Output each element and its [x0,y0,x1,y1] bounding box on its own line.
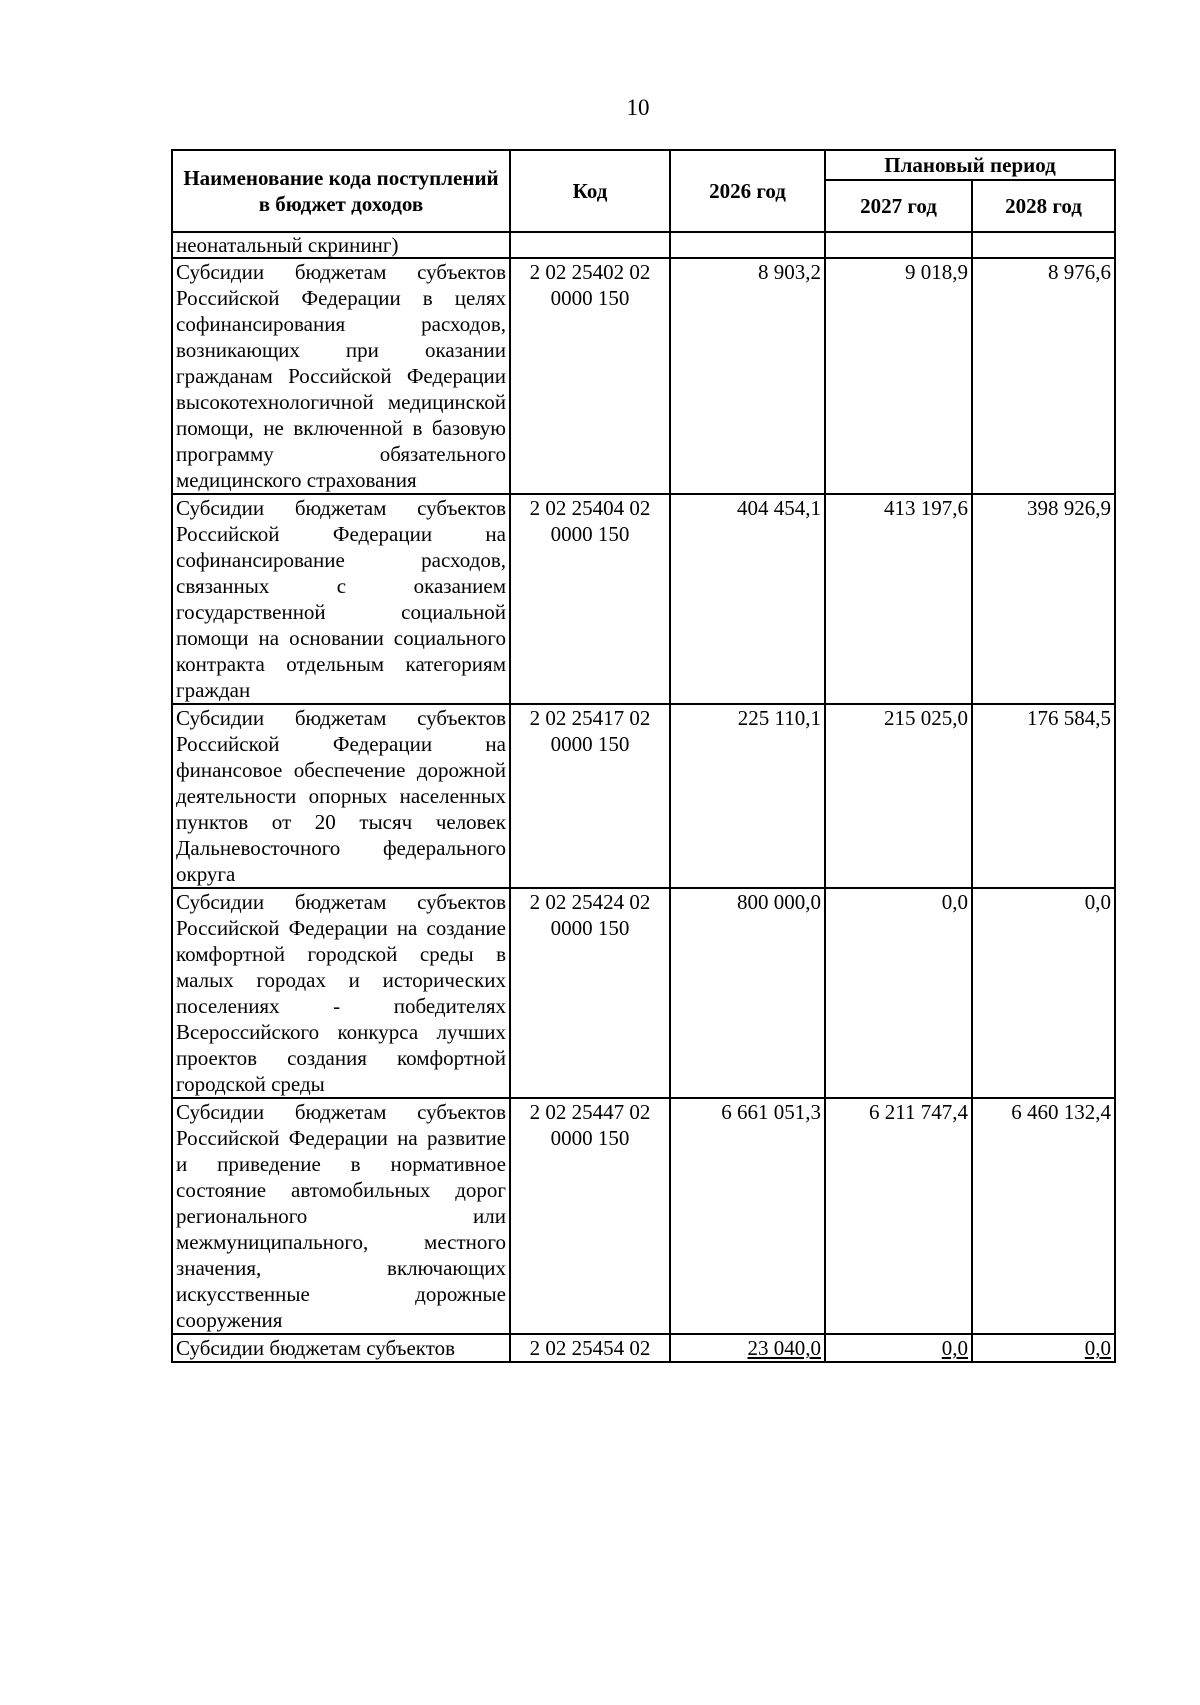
row-code: 2 02 25404 02 0000 150 [510,494,670,704]
header-plan-period: Плановый период [825,150,1115,180]
row-name: Субсидии бюджетам субъектов [172,1334,510,1362]
row-2027: 215 025,0 [825,704,972,888]
row-2028: 398 926,9 [972,494,1115,704]
table-row-continuation [172,232,1115,258]
row-name: Субсидии бюджетам субъектов Российской Федерации на финансовое обеспечение дорожной деятельности опорных населенных пунктов от 20 тысяч человек Дальневосточного федерального округа [172,704,510,888]
header-2028: 2028 год [972,180,1115,232]
row-2027: 0,0 [825,1334,972,1362]
row-2028: 8 976,6 [972,258,1115,494]
empty-cell [510,232,670,258]
row-2026: 800 000,0 [670,888,825,1098]
row-2026: 6 661 051,3 [670,1098,825,1334]
table-row [172,494,1115,704]
table-row [172,888,1115,1098]
row-name: Субсидии бюджетам субъектов Российской Федерации на софинансирование расходов, связанных с оказанием государственной социальной помощи на основании социального контракта отдельным категориям граждан [172,494,510,704]
table-row [172,1334,1115,1362]
row-name: Субсидии бюджетам субъектов Российской Федерации в целях софинансирования расходов, возникающих при оказании гражданам Российской Федерации высокотехнологичной медицинской помощи, не включенной в базовую программу обязательного медицинского страхования [172,258,510,494]
row-code: 2 02 25424 02 0000 150 [510,888,670,1098]
continuation-text: неонатальный скрининг) [172,232,510,258]
row-2026: 23 040,0 [670,1334,825,1362]
row-2028: 0,0 [972,888,1115,1098]
header-name: Наименование кода поступлений в бюджет доходов [172,150,510,232]
row-code: 2 02 25447 02 0000 150 [510,1098,670,1334]
table-row [172,704,1115,888]
row-code: 2 02 25454 02 [510,1334,670,1362]
row-2026: 404 454,1 [670,494,825,704]
table-row [172,258,1115,494]
row-name: Субсидии бюджетам субъектов Российской Федерации на развитие и приведение в нормативное состояние автомобильных дорог регионального или межмуниципального, местного значения, включающих искусственные дорожные сооружения [172,1098,510,1334]
row-2026: 8 903,2 [670,258,825,494]
revenue-table [171,149,1116,1363]
row-2028: 6 460 132,4 [972,1098,1115,1334]
header-code: Код [510,150,670,232]
row-2026: 225 110,1 [670,704,825,888]
row-2027: 413 197,6 [825,494,972,704]
empty-cell [670,232,825,258]
header-2027: 2027 год [825,180,972,232]
row-2027: 0,0 [825,888,972,1098]
row-2027: 9 018,9 [825,258,972,494]
empty-cell [972,232,1115,258]
header-2026: 2026 год [670,150,825,232]
row-code: 2 02 25402 02 0000 150 [510,258,670,494]
row-2028: 176 584,5 [972,704,1115,888]
row-name: Субсидии бюджетам субъектов Российской Федерации на создание комфортной городской среды в малых городах и исторических поселениях - победителях Всероссийского конкурса лучших проектов создания комфортной городской среды [172,888,510,1098]
table-row [172,1098,1115,1334]
page-number: 10 [626,95,650,120]
row-2028: 0,0 [972,1334,1115,1362]
row-code: 2 02 25417 02 0000 150 [510,704,670,888]
empty-cell [825,232,972,258]
row-2027: 6 211 747,4 [825,1098,972,1334]
